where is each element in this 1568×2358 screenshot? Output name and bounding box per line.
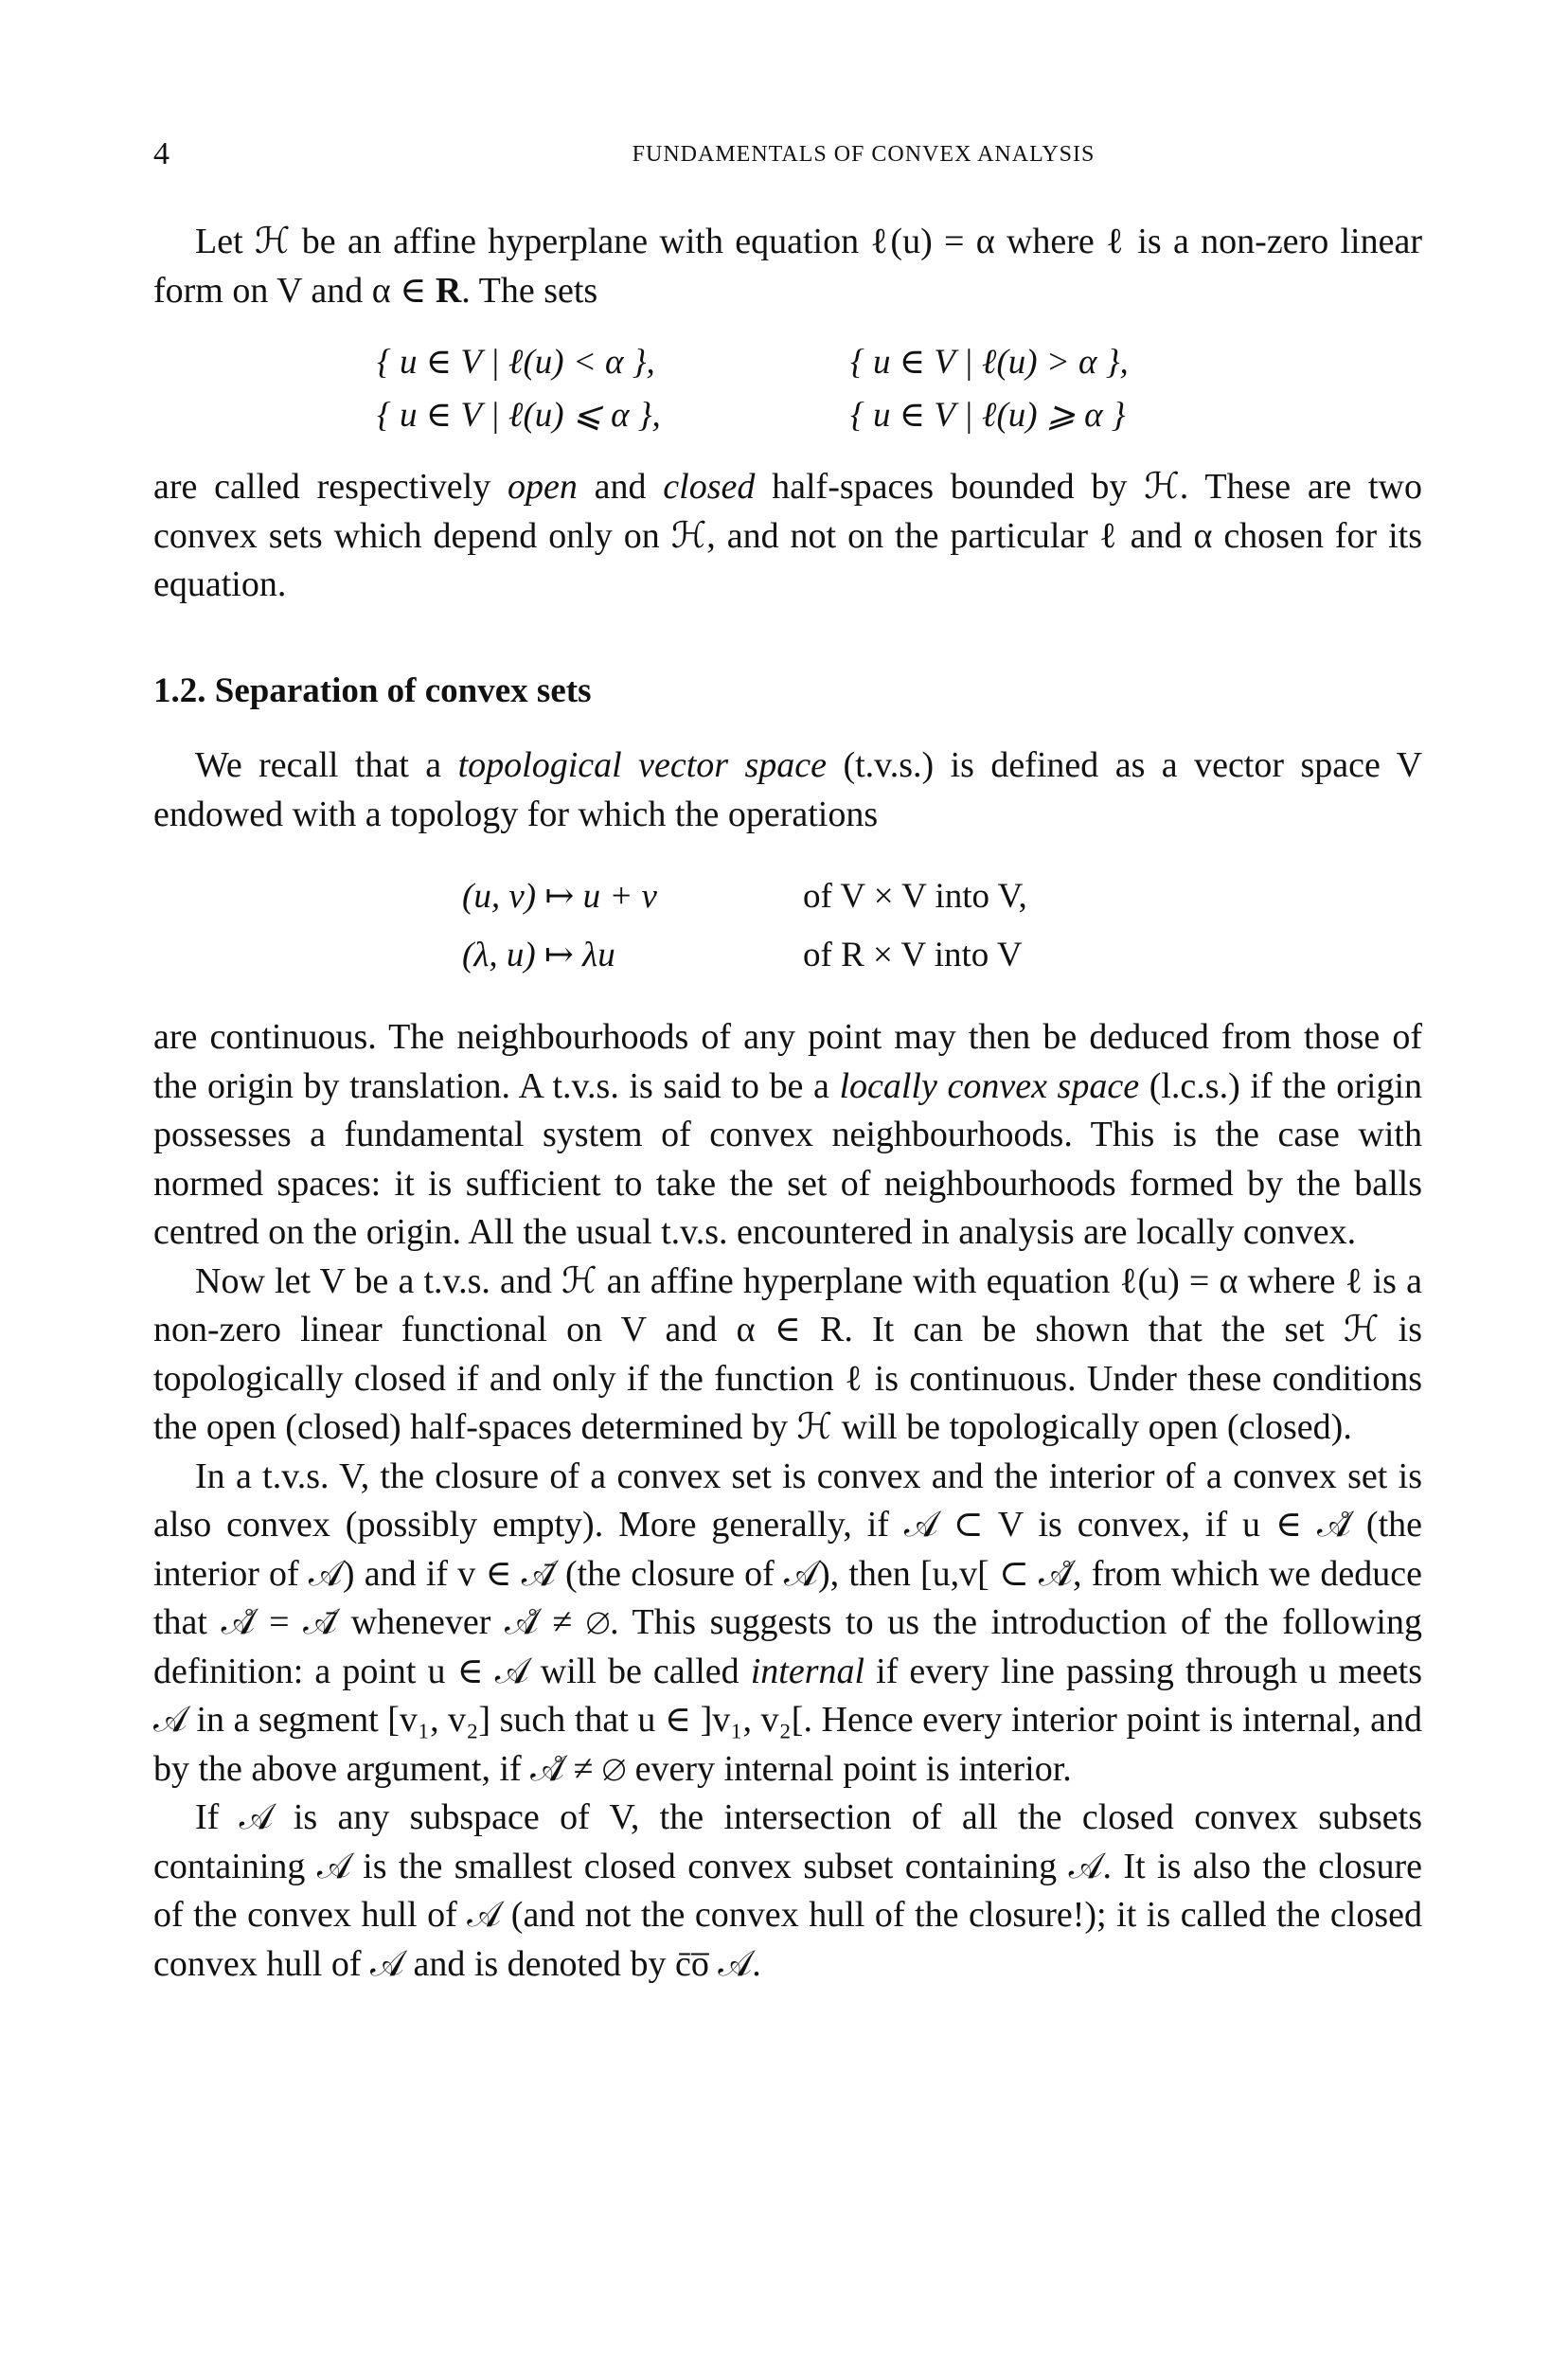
- text-run: In a t.v.s. V, the closure of a convex set is convex and the interior of a convex set is also convex (possibly empty). More generally, if 𝒜 ⊂ V is convex, if u ∈ 𝒜̊ (the interior of 𝒜) and if v ∈ 𝒜̄ (the closure of 𝒜), then [u,v[ ⊂ 𝒜̊, from which we deduce that 𝒜̊ = 𝒜̄ whenever 𝒜̊ ≠ ∅. This suggests to us the introduction of the following definition: a point u ∈ 𝒜 will be called: [153, 1456, 1422, 1691]
- text-run: and: [577, 467, 664, 507]
- set-open-upper: { u ∈ V | ℓ(u) > α },: [850, 343, 1129, 382]
- term-internal: internal: [750, 1651, 865, 1691]
- page-header: [153, 136, 1422, 174]
- set-open-lower: { u ∈ V | ℓ(u) < α },: [377, 343, 655, 382]
- paragraph-tvs-definition: [153, 741, 1422, 839]
- text-run: are called respectively: [153, 467, 508, 507]
- paragraph-closed-convex-hull: If 𝒜 is any subspace of V, the intersection of all the closed convex subsets containing 𝒜 is the smallest closed convex subset containing 𝒜. It is also the closure of the convex hull of 𝒜 (and not the convex hull of the closure!); it is called the closed convex hull of 𝒜 and is denoted by c̄o̅ 𝒜.: [153, 1797, 1422, 1984]
- paragraph-closed-hyperplane: Now let V be a t.v.s. and ℋ an affine hyperplane with equation ℓ(u) = α where ℓ is a non-zero linear functional on V and α ∈ R. It can be shown that the set ℋ is topologically closed if and only if the function ℓ is continuous. Under these conditions the open (closed) half-spaces determined by ℋ will be topologically open (closed).: [153, 1260, 1422, 1447]
- page-number: 4: [153, 136, 170, 171]
- paragraph-lcs: [153, 1013, 1422, 1258]
- text-run: We recall that a: [195, 745, 458, 785]
- text-run: (t.v.s.) is defined as a vector space V endowed with a topology for which the operations: [153, 745, 1423, 834]
- scalar-map: (λ, u) ↦ λu: [462, 936, 615, 974]
- text-run: half-spaces bounded by ℋ. These are two convex sets which depend only on ℋ, and not on the particular ℓ and α chosen for its equation.: [153, 467, 1422, 604]
- text-run: . The sets: [461, 270, 598, 311]
- page-body: [153, 218, 1422, 1989]
- text-run: are continuous. The neighbourhoods of any point may then be deduced from those of the origin by translation. A t.v.s. is said to be a: [153, 1017, 1422, 1106]
- operations-display: [462, 867, 1422, 985]
- paragraph-hyperplane: [153, 218, 1422, 315]
- term-lcs: locally convex space: [839, 1065, 1140, 1106]
- text-run: Let ℋ be an affine hyperplane with equation ℓ(u) = α where ℓ is a non-zero linear form on V and α ∈: [153, 222, 1422, 311]
- scalar-domain: of R × V into V: [803, 936, 1023, 974]
- term-open: open: [508, 467, 578, 507]
- set-closed-upper: { u ∈ V | ℓ(u) ⩾ α }: [850, 396, 1126, 435]
- term-tvs: topological vector space: [457, 745, 828, 785]
- addition-map: (u, v) ↦ u + v: [462, 877, 657, 916]
- term-closed: closed: [663, 467, 756, 507]
- section-heading: 1.2. Separation of convex sets: [153, 670, 592, 710]
- text-run: (l.c.s.) if the origin possesses a fundamental system of convex neighbourhoods. This is the case with normed spaces: it is sufficient to take the set of neighbourhoods formed by the balls centred on the origin. All the usual t.v.s. encountered in analysis are locally convex.: [153, 1065, 1422, 1252]
- running-title: FUNDAMENTALS OF CONVEX ANALYSIS: [632, 142, 1096, 167]
- reals-symbol: R: [435, 270, 462, 311]
- set-closed-lower: { u ∈ V | ℓ(u) ⩽ α },: [377, 396, 661, 435]
- paragraph-internal-point: [153, 1453, 1422, 1795]
- paragraph-half-spaces: [153, 463, 1422, 610]
- half-space-sets-display: [377, 336, 1422, 442]
- text-run: if every line passing through u meets 𝒜 in a segment [v₁, v₂] such that u ∈ ]v₁, v₂[. Hence every interior point is internal, and by the above argument, if 𝒜̊ ≠ ∅ every internal point is interior.: [153, 1651, 1423, 1789]
- addition-domain: of V × V into V,: [803, 877, 1027, 916]
